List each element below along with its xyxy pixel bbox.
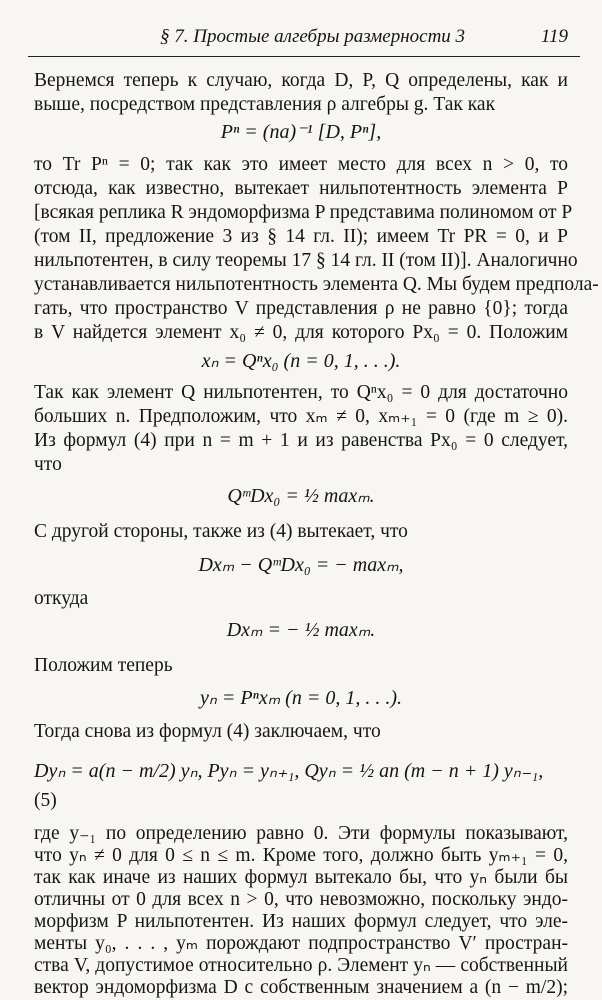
equation: yₙ = Pⁿxₘ (n = 0, 1, . . .). (199, 687, 402, 709)
text-line: менты y₀, . . . , yₘ порождают подпространство V′ простран- (34, 933, 568, 954)
text-line: что yₙ ≠ 0 для 0 ≤ n ≤ m. Кроме того, должно быть yₘ₊₁ = 0, (34, 845, 568, 866)
text-line: [всякая реплика R эндоморфизма P представима полиномом от P (34, 202, 573, 223)
text-line: отсюда, как известно, вытекает нильпотентность элемента P (34, 178, 568, 199)
text-line: нильпотентен, в силу теоремы 17 § 14 гл. II (том II)]. Аналогично (34, 250, 578, 271)
text-line: в V найдется элемент x₀ ≠ 0, для которого Px₀ = 0. Положим (34, 322, 568, 343)
text-line: так как иначе из наших формул вытекало бы, что yₙ были бы (34, 867, 568, 888)
text-line: что (34, 454, 62, 475)
text-line: устанавливается нильпотентность элемента Q. Мы будем предпола- (34, 274, 599, 295)
text-line: Вернемся теперь к случаю, когда D, P, Q определены, как и (34, 70, 568, 91)
text-line: Тогда снова из формул (4) заключаем, что (34, 721, 381, 742)
last-text-line: вектор эндоморфизма D с собственным значением a (n − m/2); (34, 977, 568, 998)
text-line: отличны от 0 для всех n > 0, что невозможно, поскольку эндо- (34, 889, 568, 910)
text-line: Так как элемент Q нильпотентен, то Qⁿx₀ = 0 для достаточно (34, 382, 568, 403)
equation: Pⁿ = (na)⁻¹ [D, Pⁿ], (220, 121, 382, 143)
equation: Dyₙ = a(n − m/2) yₙ, Pyₙ = yₙ₊₁, Qyₙ = ½ an (m − n + 1) yₙ₋₁, (34, 760, 544, 782)
equation: xₙ = Qⁿx₀ (n = 0, 1, . . .). (201, 350, 401, 372)
text-line: ства V, допустимое относительно ρ. Элемент yₙ — собственный (34, 955, 568, 976)
equation: Dxₘ − QᵐDx₀ = − maxₘ, (198, 554, 404, 576)
text-line: морфизм P нильпотентен. Из наших формул следует, что эле- (34, 911, 568, 932)
text-line: Из формул (4) при n = m + 1 и из равенства Px₀ = 0 следует, (34, 430, 568, 451)
text-line: где y₋₁ по определению равно 0. Эти формулы показывают, (34, 823, 568, 844)
text-line: выше, посредством представления ρ алгебры g. Так как (34, 94, 496, 115)
running-header (0, 26, 602, 52)
text-line: (том II, предложение 3 из § 14 гл. II); имеем Tr PR = 0, и P (34, 226, 568, 247)
text-line: то Tr Pⁿ = 0; так как это имеет место для всех n > 0, то (34, 154, 568, 175)
text-line: гать, что пространство V представления ρ не равно {0}; тогда (34, 298, 568, 319)
equation: Dxₘ = − ½ maxₘ. (226, 619, 376, 641)
section-title: § 7. Простые алгебры размерности 3 (160, 26, 466, 47)
text-line: больших n. Предположим, что xₘ ≠ 0, xₘ₊₁ = 0 (где m ≥ 0). (34, 406, 568, 427)
page-number: 119 (540, 26, 568, 47)
equation: QᵐDx₀ = ½ maxₘ. (227, 485, 375, 507)
text-line: Положим теперь (34, 655, 173, 676)
header-rule (28, 56, 580, 57)
text-line: откуда (34, 588, 89, 609)
equation-number: (5) (34, 790, 57, 811)
text-line: С другой стороны, также из (4) вытекает, что (34, 521, 408, 542)
